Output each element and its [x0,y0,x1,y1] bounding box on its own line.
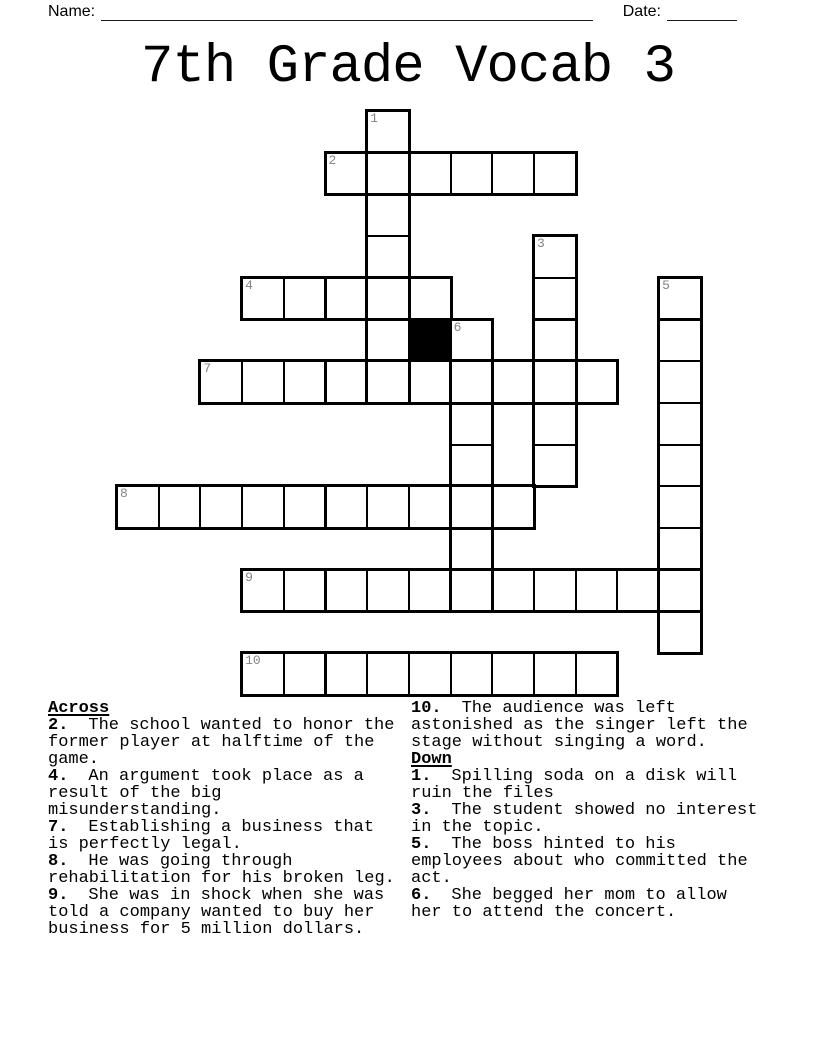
grid-cell[interactable] [283,569,327,613]
grid-cell[interactable] [241,569,285,613]
grid-cell[interactable] [533,235,577,279]
clue-text: He was going through rehabilitation for his broken leg. [48,852,395,888]
grid-cell[interactable] [491,485,535,529]
grid-cell[interactable] [325,652,369,696]
date-blank-line[interactable] [667,4,737,21]
clue-text: She was in shock when she was told a company wanted to buy her business for 5 million dollars. [48,886,385,939]
grid-cell[interactable] [658,360,702,404]
grid-cell[interactable] [658,402,702,446]
grid-cell[interactable] [408,152,452,196]
across-heading: Across [48,699,110,718]
cell-number: 6 [453,319,462,335]
grid-cell[interactable] [241,485,285,529]
cell-number: 1 [370,111,378,126]
grid-cell[interactable] [366,485,410,529]
grid-cell[interactable] [408,652,452,696]
grid-cell[interactable] [283,277,327,321]
grid-cell[interactable] [450,152,494,196]
cell-number: 3 [537,236,545,252]
grid-cell[interactable] [533,444,577,488]
clue-text: Establishing a business that is perfectly legal. [48,818,375,854]
grid-cell[interactable] [199,485,243,529]
grid-cell[interactable] [241,360,285,404]
grid-cell[interactable] [450,319,494,363]
clue-across-10 [411,700,761,751]
clue-number: 1. [411,767,432,786]
clue-number: 3. [411,801,432,820]
clue-text: An argument took place as a result of the big misunderstanding. [48,767,364,820]
cell-number: 5 [662,277,670,293]
down-heading: Down [411,750,452,769]
grid-cell[interactable] [450,444,494,488]
grid-cell[interactable] [241,652,285,696]
grid-cell[interactable] [366,652,410,696]
grid-cell[interactable] [658,319,702,363]
grid-cell[interactable] [658,485,702,529]
grid-cell[interactable] [533,569,577,613]
clue-down-5 [411,836,761,887]
clue-down-1 [411,768,761,802]
clue-text: The boss hinted to his employees about who committed the act. [411,835,748,888]
cell-number: 4 [245,277,253,293]
clue-text: Spilling soda on a disk will ruin the files [411,767,738,803]
grid-cell[interactable] [199,360,243,404]
grid-cell[interactable] [450,652,494,696]
cell-number: 8 [120,486,128,502]
clue-text: The audience was left astonished as the singer left the stage without singing a word. [411,699,748,752]
grid-cell[interactable] [658,527,702,571]
grid-cell[interactable] [116,485,160,529]
clue-text: She begged her mom to allow her to attend the concert. [411,886,727,922]
grid-cell[interactable] [325,485,369,529]
grid-cell[interactable] [658,610,702,654]
grid-cell[interactable] [491,652,535,696]
clue-number: 10. [411,699,442,718]
grid-cell[interactable] [283,360,327,404]
grid-cell[interactable] [325,152,369,196]
grid-cell[interactable] [658,444,702,488]
grid-cell[interactable] [366,193,410,237]
clue-down-3 [411,802,761,836]
clue-number: 7. [48,818,69,837]
cell-number: 2 [328,152,337,168]
grid-cell[interactable] [366,235,410,279]
grid-cell[interactable] [366,569,410,613]
clue-down-6 [411,887,761,921]
clue-across-8 [48,853,398,887]
grid-cell[interactable] [408,485,452,529]
header [48,3,737,21]
grid-cell[interactable] [575,652,619,696]
clue-number: 2. [48,716,69,735]
clue-number: 8. [48,852,69,871]
grid-cell[interactable] [658,277,702,321]
grid-cell[interactable] [450,569,494,613]
clue-across-9 [48,887,398,938]
clue-number: 6. [411,886,432,905]
name-label: Name: [48,3,96,20]
clue-number: 5. [411,835,432,854]
grid-cell[interactable] [366,277,410,321]
clue-text: The school wanted to honor the former player at halftime of the game. [48,716,395,769]
cell-number: 9 [245,569,253,585]
grid-cell[interactable] [491,152,535,196]
grid-cell[interactable] [366,110,410,154]
clue-across-2 [48,717,398,768]
grid-cell[interactable] [450,360,494,404]
grid-cell[interactable] [450,485,494,529]
grid-cell[interactable] [408,569,452,613]
grid-cell[interactable] [533,319,577,363]
grid-cell[interactable] [325,360,369,404]
grid-cell[interactable] [241,277,285,321]
grid-cell[interactable] [616,569,660,613]
grid-cell[interactable] [408,360,452,404]
clue-across-7 [48,819,398,853]
clue-number: 9. [48,886,69,905]
black-cell [408,319,452,363]
grid-cell[interactable] [491,569,535,613]
grid-cell[interactable] [450,527,494,571]
grid-cell[interactable] [533,360,577,404]
grid-cell[interactable] [283,485,327,529]
grid-cell[interactable] [491,360,535,404]
cell-number: 7 [203,361,212,377]
name-blank-line[interactable] [101,4,593,21]
grid-cell[interactable] [325,277,369,321]
date-label: Date: [622,3,661,20]
grid-cell[interactable] [533,402,577,446]
grid-cell[interactable] [366,152,410,196]
down-clues-column [411,700,761,921]
clue-across-4 [48,768,398,819]
grid-cell[interactable] [575,360,619,404]
grid-cell[interactable] [533,152,577,196]
grid-cell[interactable] [283,652,327,696]
grid-cell[interactable] [325,569,369,613]
grid-cell[interactable] [366,319,410,363]
grid-cell[interactable] [450,402,494,446]
grid-cell[interactable] [366,360,410,404]
grid-cell[interactable] [533,277,577,321]
grid-cell[interactable] [158,485,202,529]
grid-cell[interactable] [575,569,619,613]
clue-number: 4. [48,767,69,786]
clue-text: The student showed no interest in the topic. [411,801,758,837]
cell-number: 10 [245,653,261,669]
grid-cell[interactable] [658,569,702,613]
grid-cell[interactable] [408,277,452,321]
across-clues-column [48,700,398,938]
grid-cell[interactable] [533,652,577,696]
page-title: 7th Grade Vocab 3 [141,37,675,98]
